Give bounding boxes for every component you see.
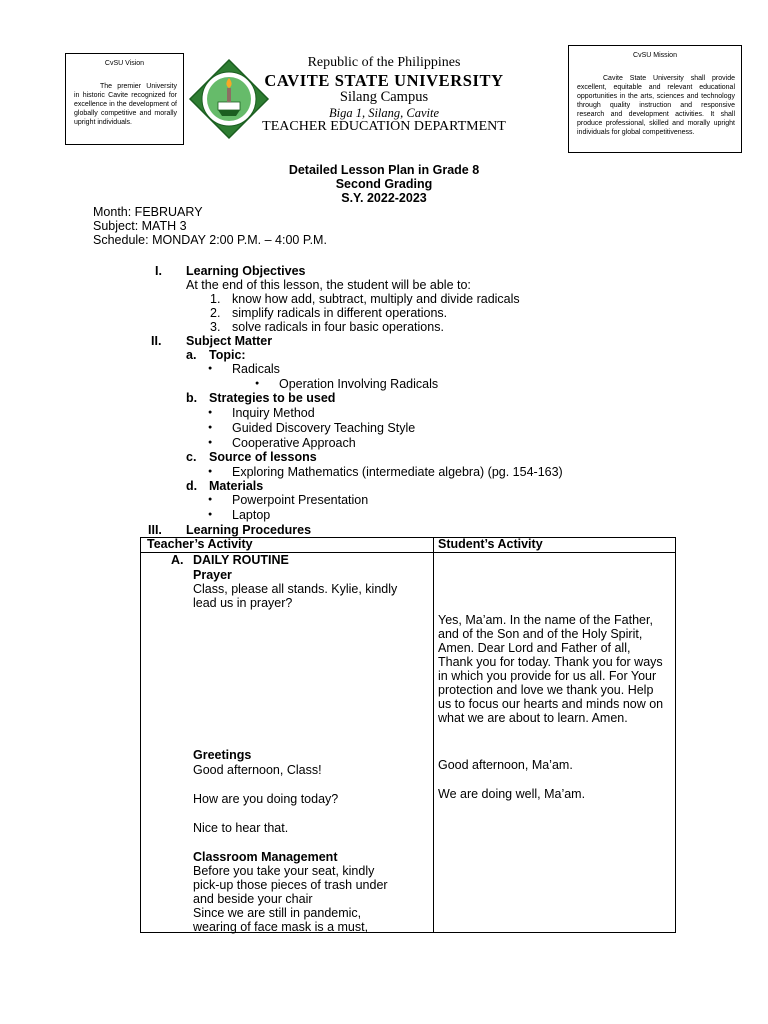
source-bullet: ● Exploring Mathematics (intermediate algebra) (pg. 154-163)	[232, 465, 563, 479]
management-line: pick-up those pieces of trash under	[193, 878, 388, 892]
prayer-student-line: in which you provide for us all. For Your	[438, 669, 657, 683]
subject-line: Subject: MATH 3	[93, 219, 187, 233]
strategy-bullet: ● Cooperative Approach	[232, 436, 356, 450]
greet-teacher-2: How are you doing today?	[193, 792, 339, 806]
greet-teacher-3: Nice to hear that.	[193, 821, 289, 835]
objective-number: 3.	[210, 320, 221, 334]
greet-student-1: Good afternoon, Ma’am.	[438, 758, 573, 772]
item-b-title: Strategies to be used	[209, 391, 336, 405]
month-line: Month: FEBRUARY	[93, 205, 203, 219]
section-iii-number: III.	[148, 523, 162, 537]
student-header: Student’s Activity	[438, 537, 543, 551]
material-bullet: ● Powerpoint Presentation	[232, 493, 368, 507]
item-b-label: b.	[186, 391, 198, 405]
university-name: CAVITE STATE UNIVERSITY	[264, 71, 504, 90]
plan-title-line2: Second Grading	[335, 177, 433, 191]
campus-address: Biga 1, Silang, Cavite	[328, 106, 440, 120]
topic-bullet: ● Radicals	[232, 362, 280, 376]
plan-title-line3: S.Y. 2022-2023	[341, 191, 427, 205]
greet-teacher-1: Good afternoon, Class!	[193, 763, 322, 777]
objective-text: solve radicals in four basic operations.	[232, 320, 444, 334]
prayer-teacher-line: Class, please all stands. Kylie, kindly	[193, 582, 398, 596]
item-a-label: a.	[186, 348, 197, 362]
subtopic-bullet: ● Operation Involving Radicals	[279, 377, 438, 391]
strategy-bullet: ● Guided Discovery Teaching Style	[232, 421, 415, 435]
student-activity-cell	[434, 553, 676, 933]
prayer-teacher-line: lead us in prayer?	[193, 596, 293, 610]
section-i-number: I.	[155, 264, 162, 278]
prayer-student-line: Yes, Ma’am. In the name of the Father,	[438, 613, 653, 627]
procedures-table	[140, 537, 676, 933]
prayer-student-line: what we are about to learn. Amen.	[438, 711, 628, 725]
section-ii-number: II.	[151, 334, 162, 348]
item-c-title: Source of lessons	[209, 450, 317, 464]
prayer-student-line: protection and love we thank you. Help	[438, 683, 654, 697]
management-line: and beside your chair	[193, 892, 313, 906]
prayer-student-line: us to focus our hearts and minds now on	[438, 697, 664, 711]
prayer-student-line: Amen. Dear Lord and Father of all,	[438, 641, 631, 655]
item-c-label: c.	[186, 450, 197, 464]
material-bullet: ● Laptop	[232, 508, 270, 522]
section-i-title: Learning Objectives	[186, 264, 306, 278]
vision-title: CvSU Vision	[104, 60, 145, 67]
vision-text: The premier University in historic Cavite recognized for excellence in the development of globally competitive and morally upright individuals.	[74, 83, 177, 126]
plan-title-line1: Detailed Lesson Plan in Grade 8	[288, 163, 480, 177]
campus-name: Silang Campus	[339, 89, 429, 105]
department-name: TEACHER EDUCATION DEPARTMENT	[262, 119, 506, 134]
mission-title: CvSU Mission	[633, 52, 677, 59]
republic-line: Republic of the Philippines	[307, 55, 461, 70]
objectives-intro: At the end of this lesson, the student will be able to:	[186, 278, 471, 292]
prayer-student-line: Thank you for today. Thank you for ways	[438, 655, 663, 669]
objective-text: simplify radicals in different operations.	[232, 306, 448, 320]
teacher-header-cell	[141, 538, 434, 553]
prayer-title: Prayer	[193, 568, 232, 582]
management-line: Before you take your seat, kindly	[193, 864, 375, 878]
section-ii-title: Subject Matter	[186, 334, 273, 348]
management-line: Since we are still in pandemic,	[193, 906, 362, 920]
item-d-label: d.	[186, 479, 198, 493]
objective-text: know how add, subtract, multiply and divide radicals	[232, 292, 520, 306]
item-a-title: Topic:	[209, 348, 246, 362]
item-d-title: Materials	[209, 479, 264, 493]
mission-box	[568, 45, 742, 153]
routine-title: DAILY ROUTINE	[193, 553, 289, 567]
prayer-student-line: and of the Son and of the Holy Spirit,	[438, 627, 643, 641]
objective-number: 1.	[210, 292, 221, 306]
greetings-title: Greetings	[193, 748, 252, 762]
routine-label: A.	[171, 553, 184, 567]
objective-number: 2.	[210, 306, 221, 320]
management-title: Classroom Management	[193, 850, 338, 864]
mission-text: Cavite State University shall provide excellent, equitable and relevant educational opportunities in the arts, sciences and technology through quality instruction and responsive research and development activities. It shall produce professional, skilled and morally upright individuals for global competitiveness.	[577, 75, 735, 136]
greet-student-2: We are doing well, Ma’am.	[438, 787, 586, 801]
vision-box	[65, 53, 184, 145]
management-line: wearing of face mask is a must,	[193, 920, 369, 934]
schedule-line: Schedule: MONDAY 2:00 P.M. – 4:00 P.M.	[93, 233, 327, 247]
section-iii-title: Learning Procedures	[186, 523, 312, 537]
teacher-activity-cell	[141, 553, 434, 933]
teacher-header: Teacher’s Activity	[147, 537, 253, 551]
student-header-cell	[434, 538, 676, 553]
strategy-bullet: ● Inquiry Method	[232, 406, 315, 420]
